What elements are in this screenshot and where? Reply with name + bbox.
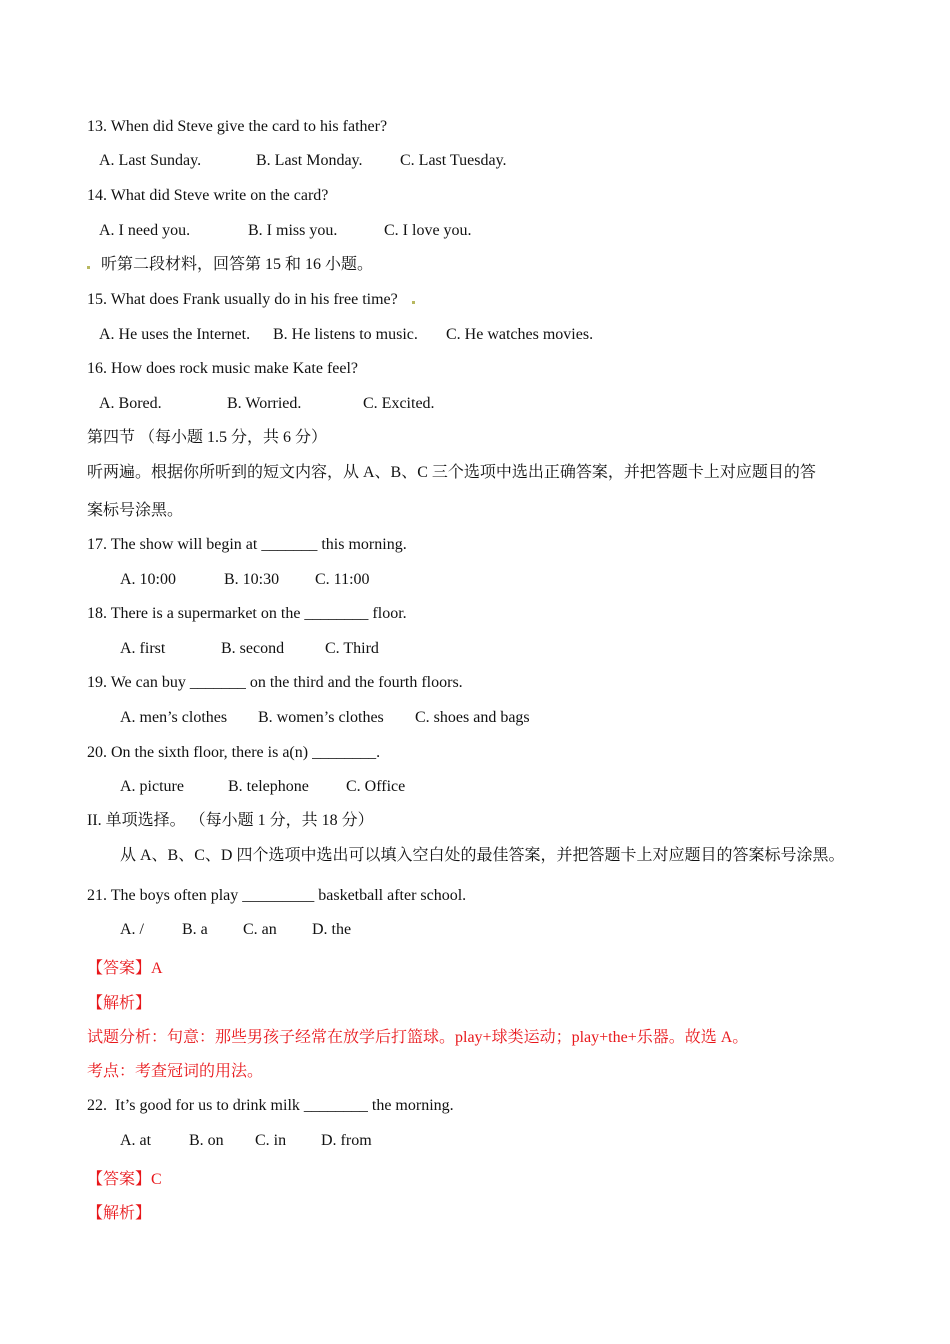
- q20-stem: 20. On the sixth floor, there is a(n) ________.: [87, 744, 381, 761]
- q21-option-d: D. the: [312, 921, 352, 938]
- q21-analysis: 试题分析：句意：那些男孩子经常在放学后打篮球。play+球类运动；play+the+乐器。故选 A。: [87, 1029, 749, 1046]
- q21-stem: 21. The boys often play _________ basketball after school.: [87, 887, 467, 904]
- section4-instruction-line1: 听两遍。根据你所听到的短文内容，从 A、B、C 三个选项中选出正确答案，并把答题卡上对应题目的答: [87, 464, 816, 481]
- q19-option-b: B. women’s clothes: [258, 709, 384, 726]
- q18-stem: 18. There is a supermarket on the ________ floor.: [87, 605, 407, 622]
- part2-instruction: 从 A、B、C、D 四个选项中选出可以填入空白处的最佳答案，并把答题卡上对应题目的答案标号涂黑。: [120, 847, 845, 864]
- q18-option-b: B. second: [221, 640, 285, 657]
- q20-option-b: B. telephone: [228, 778, 309, 795]
- q14-option-a: A. I need you.: [99, 222, 191, 239]
- q22-option-d: D. from: [321, 1132, 372, 1149]
- q19-option-a: A. men’s clothes: [120, 709, 228, 726]
- q16-option-c: C. Excited.: [363, 395, 435, 412]
- q15-option-b: B. He listens to music.: [273, 326, 418, 343]
- q18-option-a: A. first: [120, 640, 166, 657]
- q21-analysis-label: 【解析】: [87, 995, 152, 1012]
- passage2-intro: 听第二段材料，回答第 15 和 16 小题。: [101, 256, 374, 273]
- q13-option-c: C. Last Tuesday.: [400, 152, 507, 169]
- q13-stem: 13. When did Steve give the card to his father?: [87, 118, 388, 135]
- q21-option-a: A. /: [120, 921, 144, 938]
- q15-stem: 15. What does Frank usually do in his free time?: [87, 291, 398, 308]
- q19-option-c: C. shoes and bags: [415, 709, 530, 726]
- q22-option-b: B. on: [189, 1132, 224, 1149]
- q21-knowledge-point: 考点：考查冠词的用法。: [87, 1063, 264, 1080]
- q22-answer: 【答案】C: [87, 1171, 162, 1188]
- q22-analysis-label: 【解析】: [87, 1205, 152, 1222]
- part2-title: II. 单项选择。 （每小题 1 分，共 18 分）: [87, 812, 374, 829]
- q16-option-a: A. Bored.: [99, 395, 162, 412]
- q13-option-b: B. Last Monday.: [256, 152, 363, 169]
- q16-stem: 16. How does rock music make Kate feel?: [87, 360, 359, 377]
- q14-option-c: C. I love you.: [384, 222, 472, 239]
- section4-instruction-line2: 案标号涂黑。: [87, 502, 184, 519]
- q18-option-c: C. Third: [325, 640, 379, 657]
- q15-option-a: A. He uses the Internet.: [99, 326, 251, 343]
- q22-option-a: A. at: [120, 1132, 152, 1149]
- q14-option-b: B. I miss you.: [248, 222, 338, 239]
- q21-option-b: B. a: [182, 921, 208, 938]
- q19-stem: 19. We can buy _______ on the third and the fourth floors.: [87, 674, 463, 691]
- q20-option-a: A. picture: [120, 778, 184, 795]
- q13-option-a: A. Last Sunday.: [99, 152, 202, 169]
- marker-dot: [412, 301, 415, 304]
- q16-option-b: B. Worried.: [227, 395, 302, 412]
- q20-option-c: C. Office: [346, 778, 406, 795]
- q22-option-c: C. in: [255, 1132, 287, 1149]
- q21-option-c: C. an: [243, 921, 277, 938]
- q17-option-b: B. 10:30: [224, 571, 280, 588]
- q14-stem: 14. What did Steve write on the card?: [87, 187, 329, 204]
- q17-option-c: C. 11:00: [315, 571, 370, 588]
- q17-option-a: A. 10:00: [120, 571, 176, 588]
- q15-option-c: C. He watches movies.: [446, 326, 594, 343]
- q22-stem: 22. It’s good for us to drink milk ________ the morning.: [87, 1097, 454, 1114]
- marker-dot: [87, 266, 90, 269]
- section4-title: 第四节 （每小题 1.5 分，共 6 分）: [87, 429, 328, 446]
- q17-stem: 17. The show will begin at _______ this morning.: [87, 536, 407, 553]
- q21-answer: 【答案】A: [87, 960, 163, 977]
